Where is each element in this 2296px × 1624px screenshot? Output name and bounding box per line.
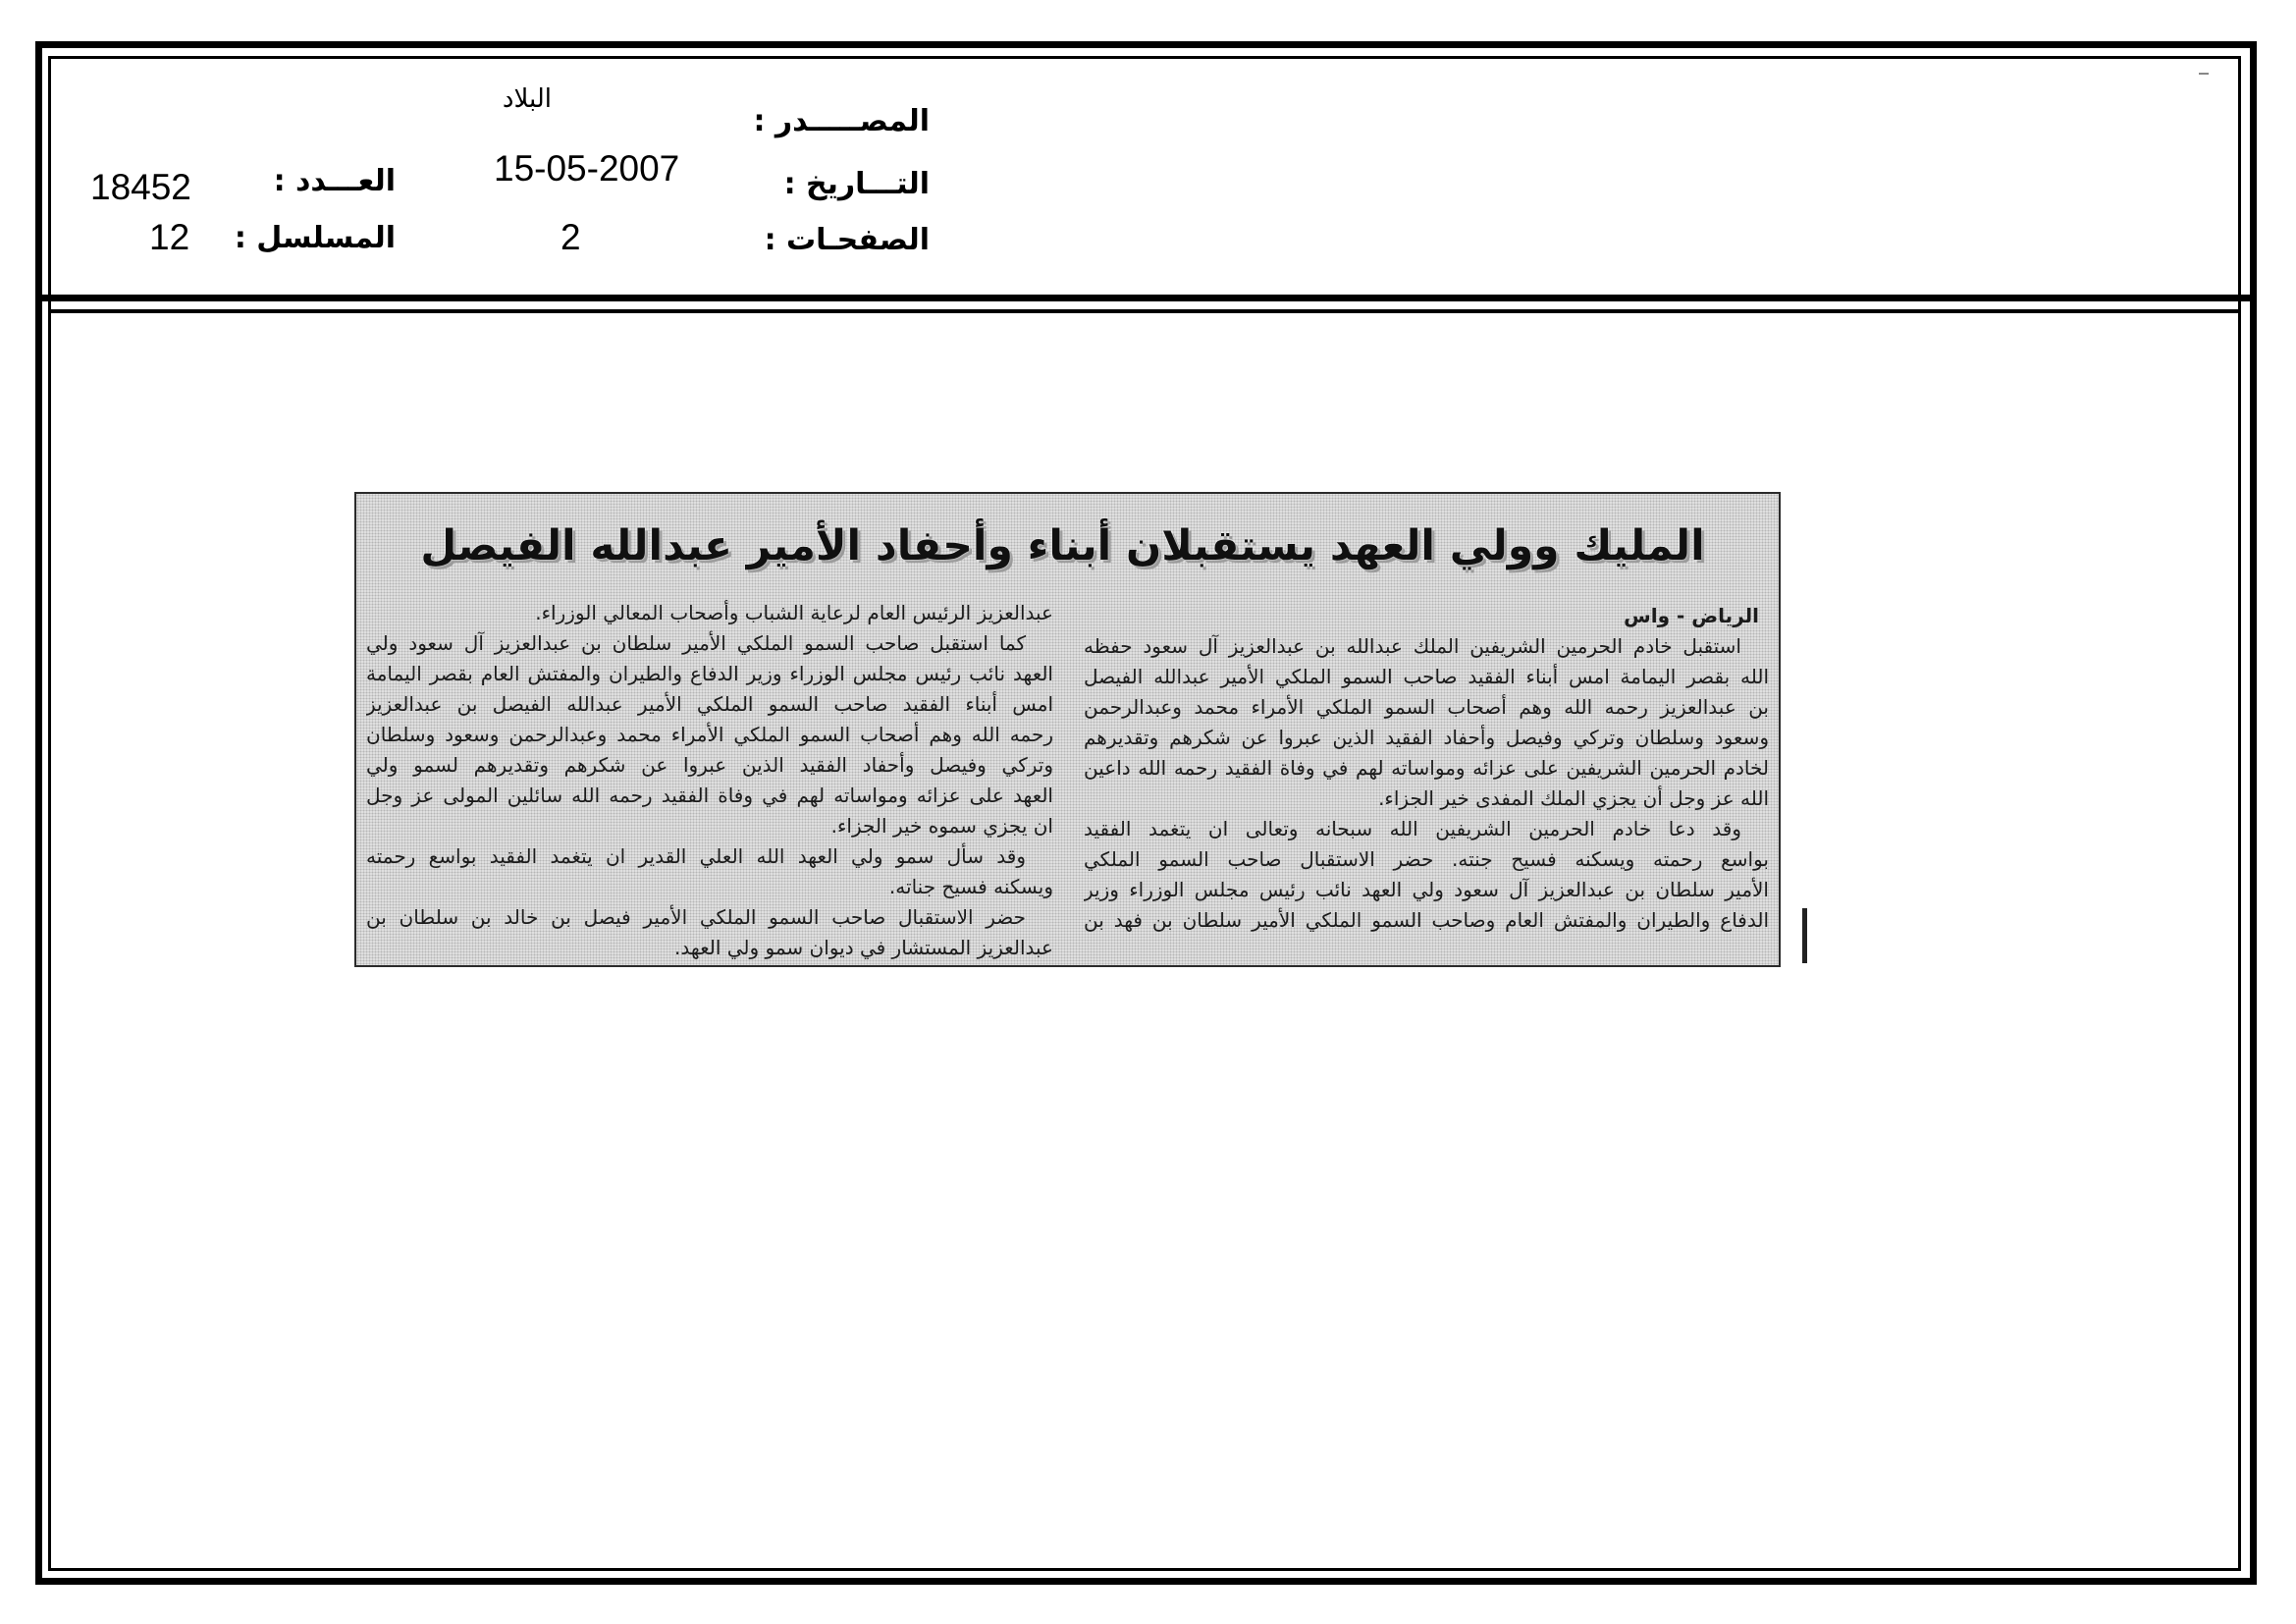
article-line: الأمير سلطان بن عبدالعزيز آل سعود ولي العهد نائب رئيس مجلس الوزراء وزير	[1084, 878, 1769, 901]
article-line: وتركي وفيصل وأحفاد الفقيد الذين عبروا عن شكرهم وتقديرهم لسمو ولي	[366, 753, 1053, 777]
article-line: استقبل خادم الحرمين الشريفين الملك عبدالله بن عبدالعزيز آل سعود حفظه	[1084, 634, 1741, 658]
pages-value: 2	[561, 217, 581, 257]
article-line: بواسع رحمته ويسكنه فسيح جنته. حضر الاستقبال صاحب السمو الملكي	[1084, 847, 1769, 871]
margin-mark	[1802, 908, 1807, 963]
article-line: امس أبناء الفقيد صاحب السمو الملكي الأمير عبدالله الفيصل بن عبدالعزيز	[366, 692, 1053, 716]
article-line: وقد دعا خادم الحرمين الشريفين الله سبحانه وتعالى ان يتغمد الفقيد	[1084, 817, 1741, 840]
issue-value: 18452	[90, 167, 191, 207]
article-line: العهد نائب رئيس مجلس الوزراء وزير الدفاع والطيران والمفتش العام بقصر اليمامة	[366, 662, 1053, 685]
corner-mark	[2199, 73, 2209, 75]
header-separator-thick	[35, 295, 2257, 301]
article-line: بن عبدالعزيز رحمه الله وهم أصحاب السمو الملكي الأمراء محمد وعبدالرحمن	[1084, 695, 1769, 719]
issue-label: العـــدد :	[273, 164, 396, 198]
article-line: وسعود وسلطان وتركي وفيصل وأحفاد الفقيد الذين عبروا عن شكرهم وتقديرهم	[1084, 726, 1769, 749]
article-line: كما استقبل صاحب السمو الملكي الأمير سلطان بن عبدالعزيز آل سعود ولي	[366, 631, 1026, 655]
serial-value: 12	[149, 217, 190, 257]
article-dateline: الرياض - واس	[1624, 604, 1759, 627]
pages-label: الصفحـات :	[764, 223, 930, 257]
article-column-right	[1084, 601, 1769, 936]
article-line: الدفاع والطيران والمفتش العام وصاحب السمو الملكي الأمير سلطان بن فهد بن	[1084, 908, 1769, 932]
article-line: لخادم الحرمين الشريفين على عزائه ومواساته لهم في وفاة الفقيد رحمه الله داعين	[1084, 756, 1769, 780]
header-separator-thin	[48, 309, 2241, 313]
article-column-left	[366, 598, 1053, 963]
article-line: حضر الاستقبال صاحب السمو الملكي الأمير فيصل بن خالد بن سلطان بن	[366, 905, 1026, 929]
article-line: العهد على عزائه ومواساته لهم في وفاة الفقيد رحمه الله سائلين المولى عز وجل	[366, 784, 1053, 807]
article-line: عبدالعزيز المستشار في ديوان سمو ولي العهد.	[674, 936, 1053, 959]
serial-label: المسلسل :	[234, 221, 396, 255]
article-line: الله عز وجل أن يجزي الملك المفدى خير الجزاء.	[1378, 786, 1769, 810]
article-line: رحمه الله وهم أصحاب السمو الملكي الأمراء محمد وعبدالرحمن وسعود وسلطان	[366, 723, 1053, 746]
date-value: 15-05-2007	[494, 148, 680, 189]
article-line: ان يجزي سموه خير الجزاء.	[830, 814, 1053, 838]
article-headline: المليك وولي العهد يستقبلان أبناء وأحفاد الأمير عبدالله الفيصل	[420, 522, 1705, 570]
source-label: المصـــــدر :	[753, 104, 930, 138]
article-line: عبدالعزيز الرئيس العام لرعاية الشباب وأصحاب المعالي الوزراء.	[535, 601, 1053, 624]
article-line: وقد سأل سمو ولي العهد الله العلي القدير ان يتغمد الفقيد بواسع رحمته	[366, 844, 1026, 868]
article-line: ويسكنه فسيح جناته.	[888, 875, 1053, 898]
article-line: الله بقصر اليمامة امس أبناء الفقيد صاحب السمو الملكي الأمير عبدالله الفيصل	[1084, 665, 1769, 688]
date-label: التـــاريخ :	[783, 167, 930, 201]
source-value: البلاد	[502, 84, 552, 114]
newspaper-clipping	[354, 492, 1781, 967]
